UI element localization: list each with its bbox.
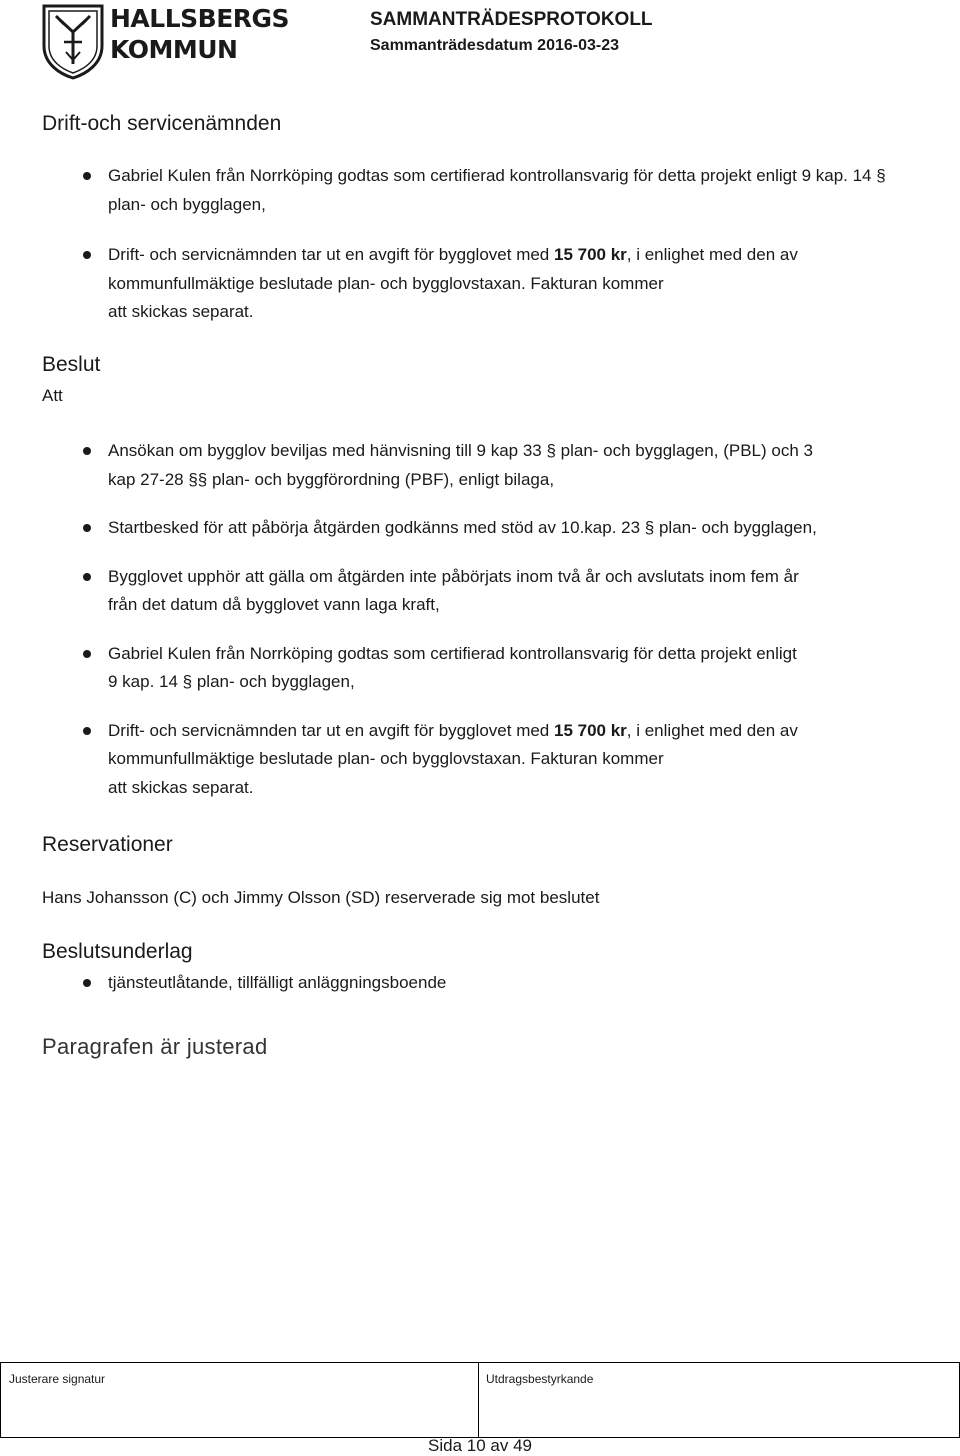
document-title: SAMMANTRÄDESPROTOKOLL [370, 9, 653, 30]
list-item-text: från det datum då bygglovet vann laga kraft, [108, 595, 440, 614]
list-item [42, 241, 892, 327]
beslut-intro: Att [42, 386, 63, 405]
municipality-coat-of-arms [40, 2, 106, 80]
list-item-text: tjänsteutlåtande, tillfälligt anläggningsboende [108, 973, 447, 992]
list-item-text: Gabriel Kulen från Norrköping godtas som certifierad kontrollansvarig för detta projekt enligt [108, 643, 797, 663]
bullet-icon [83, 573, 91, 581]
list-item-text: Drift- och servicnämnden tar ut en avgift för bygglovet med [108, 720, 554, 740]
reservation-text: Hans Johansson (C) och Jimmy Olsson (SD) reserverade sig mot beslutet [42, 888, 600, 907]
fee-amount: 15 700 kr [553, 245, 627, 264]
beslut-bullet-list [42, 437, 892, 802]
list-item [42, 563, 892, 620]
bullet-icon [83, 447, 91, 455]
list-item-text: 9 kap. 14 § plan- och bygglagen, [108, 672, 355, 691]
list-item-text: kommunfullmäktige beslutade plan- och bygglovstaxan. Fakturan kommer [108, 749, 664, 768]
list-item-text: kap 27-28 §§ plan- och byggförordning (PBF), enligt bilaga, [108, 469, 555, 489]
list-item-text: Ansökan om bygglov beviljas med hänvisning till 9 kap 33 § plan- och bygglagen, (PBL) och 3 [108, 441, 813, 460]
justerare-signatur-label: Justerare signatur [9, 1372, 106, 1386]
signature-footer [0, 1362, 960, 1438]
utdragsbestyrkande-label: Utdragsbestyrkande [486, 1372, 594, 1386]
list-item-text: Drift- och servicnämnden tar ut en avgift för bygglovet med [108, 245, 554, 264]
footer-divider [478, 1363, 479, 1437]
justering-note: Paragrafen är justerad [42, 1034, 268, 1059]
bullet-icon [83, 524, 91, 532]
page-number: Sida 10 av 49 [428, 1436, 532, 1455]
section-heading-drift: Drift-och servicenämnden [42, 112, 282, 135]
list-item [42, 969, 892, 998]
meeting-date: Sammanträdesdatum 2016-03-23 [370, 37, 620, 54]
section-heading-beslutsunderlag: Beslutsunderlag [42, 940, 193, 963]
beslutsunderlag-bullet-list [42, 969, 892, 998]
brand-line-1: HALLSBERGS [110, 4, 290, 33]
list-item [42, 437, 892, 494]
list-item [42, 162, 892, 219]
list-item-text: Gabriel Kulen från Norrköping godtas som certifierad kontrollansvarig för detta projekt enligt 9 kap. 14 § plan- och bygglagen, [108, 166, 886, 214]
bullet-icon [83, 727, 91, 735]
section-heading-reservationer: Reservationer [42, 833, 173, 856]
drift-bullet-list [42, 162, 892, 327]
fee-amount: 15 700 kr [553, 720, 627, 740]
bullet-icon [83, 172, 91, 180]
list-item [42, 514, 892, 543]
bullet-icon [83, 251, 91, 259]
list-item-text: , i enlighet med den av [626, 720, 798, 740]
bullet-icon [83, 979, 91, 987]
list-item-text: att skickas separat. [108, 777, 254, 797]
list-item [42, 640, 892, 697]
list-item-text: , i enlighet med den av kommunfullmäktige beslutade plan- och bygglovstaxan. Fakturan kommer [108, 245, 798, 293]
shield-icon [40, 2, 106, 80]
brand-line-2: KOMMUN [110, 35, 238, 64]
bullet-icon [83, 650, 91, 658]
list-item [42, 717, 892, 803]
list-item-text: Startbesked för att påbörja åtgärden godkänns med stöd av 10.kap. 23 § plan- och bygglagen, [108, 518, 817, 537]
brand-wordmark [110, 6, 289, 62]
list-item-text: att skickas separat. [108, 302, 254, 321]
section-heading-beslut: Beslut [42, 353, 101, 376]
list-item-text: Bygglovet upphör att gälla om åtgärden inte påbörjats inom två år och avslutats inom fem år [108, 566, 799, 586]
